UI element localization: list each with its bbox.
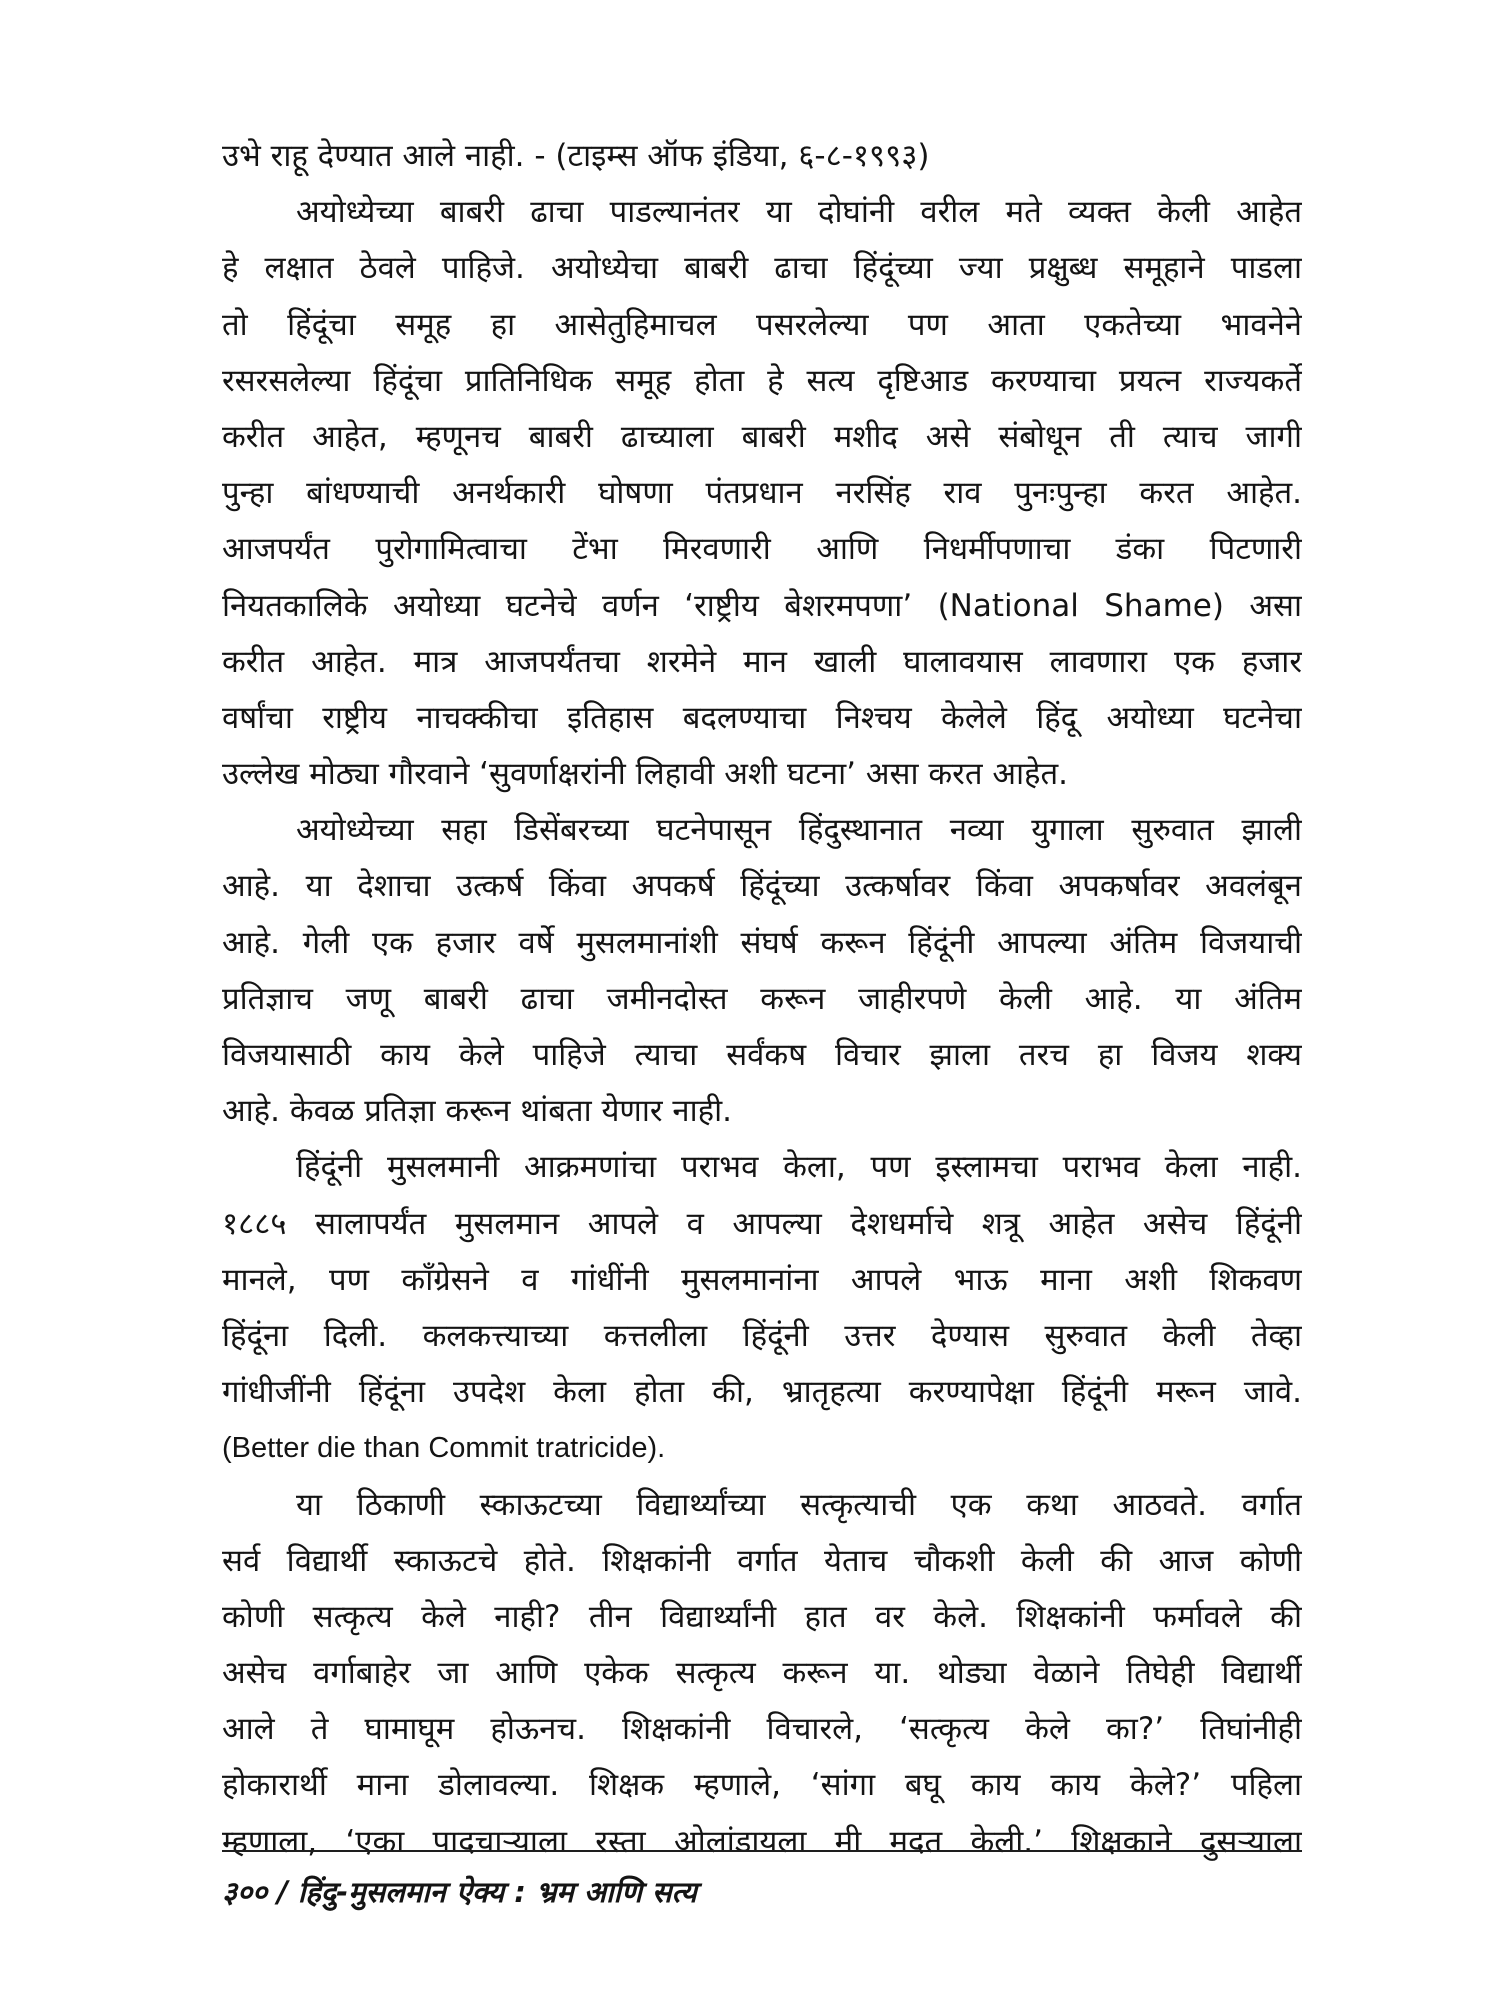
text-line: उभे राहू देण्यात आले नाही. - (टाइम्स ऑफ इंडिया, ६-८-१९९३)	[222, 138, 930, 174]
paragraph-start-line: या ठिकाणी स्काऊटच्या विद्यार्थ्यांच्या सत्कृत्याची एक कथा आठवते. वर्गात	[296, 1486, 1302, 1523]
text-line: रसरसलेल्या हिंदूंचा प्रातिनिधिक समूह होता हे सत्य दृष्टिआड करण्याचा प्रयत्न राज्यकर्ते	[222, 362, 1302, 399]
page-footer	[222, 1872, 697, 1911]
english-quote-line: (Better die than Commit tratricide).	[222, 1432, 666, 1465]
text-line: विजयासाठी काय केले पाहिजे त्याचा सर्वंकष विचार झाला तरच हा विजय शक्य	[222, 1037, 1302, 1073]
text-line: तो हिंदूंचा समूह हा आसेतुहिमाचल पसरलेल्या पण आता एकतेच्या भावनेने	[222, 306, 1302, 343]
paragraph-start-line: हिंदूंनी मुसलमानी आक्रमणांचा पराभव केला, पण इस्लामचा पराभव केला नाही.	[296, 1149, 1302, 1186]
text-line: म्हणाला, ‘एका पादचाऱ्याला रस्ता ओलांडायला मी मदत केली.’ शिक्षकाने दुसऱ्याला	[222, 1823, 1302, 1860]
footer-separator: /	[277, 1875, 288, 1909]
text-line: आहे. गेली एक हजार वर्षे मुसलमानांशी संघर्ष करून हिंदूंनी आपल्या अंतिम विजयाची	[222, 924, 1302, 961]
text-line: आजपर्यंत पुरोगामित्वाचा टेंभा मिरवणारी आणि निधर्मीपणाचा डंका पिटणारी	[222, 531, 1302, 568]
text-line: करीत आहेत, म्हणूनच बाबरी ढाच्याला बाबरी मशीद असे संबोधून ती त्याच जागी	[222, 418, 1302, 455]
text-line: आहे. या देशाचा उत्कर्ष किंवा अपकर्ष हिंदूंच्या उत्कर्षावर किंवा अपकर्षावर अवलंबून	[222, 868, 1302, 905]
text-line: आले ते घामाघूम होऊनच. शिक्षकांनी विचारले, ‘सत्कृत्य केले का?’ तिघांनीही	[222, 1711, 1302, 1748]
text-line: हिंदूंना दिली. कलकत्त्याच्या कत्तलीला हिंदूंनी उत्तर देण्यास सुरुवात केली तेव्हा	[222, 1317, 1302, 1354]
text-line: पुन्हा बांधण्याची अनर्थकारी घोषणा पंतप्रधान नरसिंह राव पुनःपुन्हा करत आहेत.	[222, 475, 1302, 512]
text-line: सर्व विद्यार्थी स्काऊटचे होते. शिक्षकांनी वर्गात येताच चौकशी केली की आज कोणी	[222, 1542, 1302, 1579]
text-line: हे लक्षात ठेवले पाहिजे. अयोध्येचा बाबरी ढाचा हिंदूंच्या ज्या प्रक्षुब्ध समूहाने पाडला	[222, 250, 1302, 287]
text-line: करीत आहेत. मात्र आजपर्यंतचा शरमेने मान खाली घालावयास लावणारा एक हजार	[222, 643, 1302, 680]
paragraph-end-line: आहे. केवळ प्रतिज्ञा करून थांबता येणार नाही.	[222, 1093, 732, 1130]
text-line: असेच वर्गाबाहेर जा आणि एकेक सत्कृत्य करून या. थोड्या वेळाने तिघेही विद्यार्थी	[222, 1655, 1302, 1692]
paragraph-start-line: अयोध्येच्या सहा डिसेंबरच्या घटनेपासून हिंदुस्थानात नव्या युगाला सुरुवात झाली	[296, 812, 1302, 849]
text-line: गांधीजींनी हिंदूंना उपदेश केला होता की, भ्रातृहत्या करण्यापेक्षा हिंदूंनी मरून जावे.	[222, 1374, 1302, 1411]
text-line: मानले, पण काँग्रेसने व गांधींनी मुसलमानांना आपले भाऊ माना अशी शिकवण	[222, 1261, 1302, 1298]
text-line: नियतकालिके अयोध्या घटनेचे वर्णन ‘राष्ट्रीय बेशरमपणा’ (National Shame) असा	[222, 587, 1302, 624]
text-line: वर्षांचा राष्ट्रीय नाचक्कीचा इतिहास बदलण्याचा निश्चय केलेले हिंदू अयोध्या घटनेचा	[222, 699, 1302, 736]
text-line: प्रतिज्ञाच जणू बाबरी ढाचा जमीनदोस्त करून जाहीरपणे केली आहे. या अंतिम	[222, 980, 1302, 1017]
text-line: होकारार्थी माना डोलावल्या. शिक्षक म्हणाले, ‘सांगा बघू काय काय केले?’ पहिला	[222, 1767, 1302, 1804]
text-line: कोणी सत्कृत्य केले नाही? तीन विद्यार्थ्यांनी हात वर केले. शिक्षकांनी फर्मावले की	[222, 1598, 1302, 1635]
book-title: हिंदु-मुसलमान ऐक्य : भ्रम आणि सत्य	[297, 1875, 697, 1909]
paragraph-start-line: अयोध्येच्या बाबरी ढाचा पाडल्यानंतर या दोघांनी वरील मते व्यक्त केली आहेत	[296, 194, 1302, 231]
page-number: ३००	[222, 1875, 268, 1909]
paragraph-end-line: उल्लेख मोठ्या गौरवाने ‘सुवर्णाक्षरांनी लिहावी अशी घटना’ असा करत आहेत.	[222, 756, 1069, 793]
page-body	[222, 128, 1302, 1870]
text-line: १८८५ सालापर्यंत मुसलमान आपले व आपल्या देशधर्माचे शत्रू आहेत असेच हिंदूंनी	[222, 1205, 1302, 1242]
footer-divider	[222, 1850, 1302, 1852]
